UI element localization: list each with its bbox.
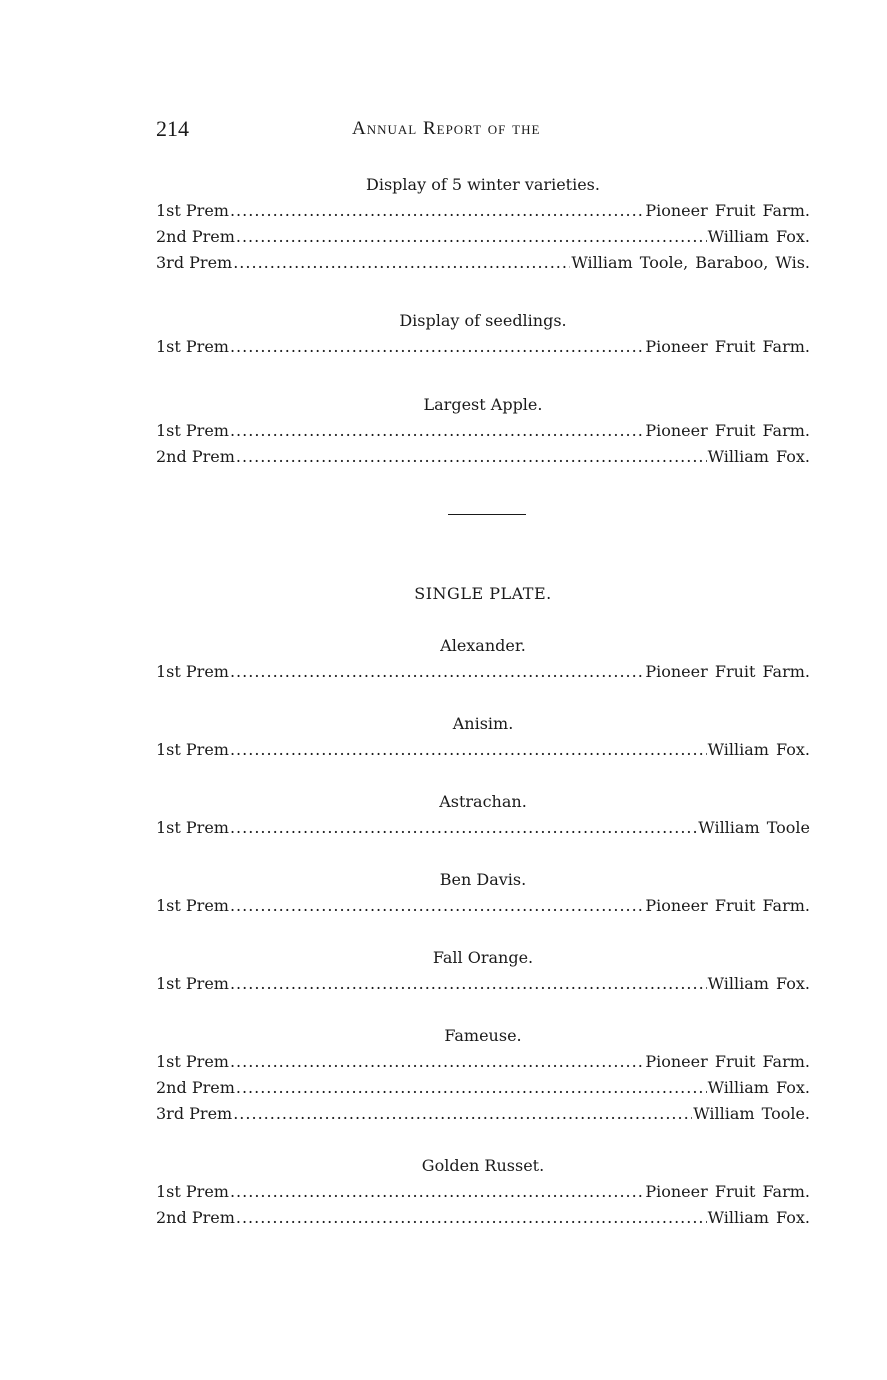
award-entry bbox=[156, 418, 810, 444]
award-place: 1st Prem bbox=[156, 1052, 229, 1071]
variety-section bbox=[156, 945, 810, 997]
dot-leader bbox=[236, 1075, 707, 1101]
section-title: Display of seedlings. bbox=[399, 311, 567, 330]
award-place: 2nd Prem bbox=[156, 1208, 235, 1227]
variety-title: Anisim. bbox=[452, 714, 514, 733]
variety-section bbox=[156, 711, 810, 763]
award-winner: William Toole, Baraboo, Wis. bbox=[571, 253, 810, 272]
dot-leader bbox=[230, 737, 707, 763]
award-winner: William Fox. bbox=[707, 740, 810, 759]
award-entry bbox=[156, 737, 810, 763]
award-place: 1st Prem bbox=[156, 421, 229, 440]
dot-leader bbox=[230, 1049, 644, 1075]
award-place: 1st Prem bbox=[156, 740, 229, 759]
dot-leader bbox=[230, 198, 644, 224]
award-place: 3rd Prem bbox=[156, 1104, 233, 1123]
award-entry bbox=[156, 1075, 810, 1101]
award-winner: Pioneer Fruit Farm. bbox=[645, 201, 810, 220]
section-title: Largest Apple. bbox=[423, 395, 543, 414]
variety-title: Ben Davis. bbox=[439, 870, 527, 889]
award-entry bbox=[156, 971, 810, 997]
dot-leader bbox=[230, 1179, 644, 1205]
award-place: 1st Prem bbox=[156, 818, 229, 837]
award-winner: Pioneer Fruit Farm. bbox=[645, 1052, 810, 1071]
award-place: 2nd Prem bbox=[156, 227, 235, 246]
award-place: 1st Prem bbox=[156, 662, 229, 681]
variety-title: Astrachan. bbox=[439, 792, 527, 811]
dot-leader bbox=[230, 659, 644, 685]
award-winner: Pioneer Fruit Farm. bbox=[645, 337, 810, 356]
award-place: 1st Prem bbox=[156, 1182, 229, 1201]
dot-leader bbox=[230, 418, 644, 444]
variety-section bbox=[156, 1023, 810, 1127]
award-entry bbox=[156, 893, 810, 919]
dot-leader bbox=[236, 444, 707, 470]
variety-section bbox=[156, 633, 810, 685]
dot-leader bbox=[233, 250, 570, 276]
award-winner: Pioneer Fruit Farm. bbox=[645, 896, 810, 915]
section-divider bbox=[448, 514, 526, 515]
running-head: Annual Report of the bbox=[352, 118, 541, 139]
variety-title: Fall Orange. bbox=[432, 948, 534, 967]
award-section bbox=[156, 172, 810, 276]
award-place: 1st Prem bbox=[156, 337, 229, 356]
page-header bbox=[156, 116, 810, 146]
section-title: Display of 5 winter varieties. bbox=[366, 175, 600, 194]
award-place: 1st Prem bbox=[156, 974, 229, 993]
award-winner: William Toole. bbox=[693, 1104, 810, 1123]
award-entry bbox=[156, 444, 810, 470]
dot-leader bbox=[230, 815, 697, 841]
award-winner: Pioneer Fruit Farm. bbox=[645, 1182, 810, 1201]
dot-leader bbox=[233, 1101, 692, 1127]
award-entry bbox=[156, 334, 810, 360]
award-winner: William Fox. bbox=[707, 974, 810, 993]
variety-title: Fameuse. bbox=[444, 1026, 522, 1045]
page-number: 214 bbox=[156, 116, 189, 141]
award-entry bbox=[156, 1179, 810, 1205]
dot-leader bbox=[230, 893, 644, 919]
award-section bbox=[156, 308, 810, 360]
award-entry bbox=[156, 250, 810, 276]
award-entry bbox=[156, 1205, 810, 1231]
award-entry bbox=[156, 659, 810, 685]
award-place: 1st Prem bbox=[156, 201, 229, 220]
variety-title: Golden Russet. bbox=[421, 1156, 545, 1175]
award-place: 2nd Prem bbox=[156, 447, 235, 466]
variety-title: Alexander. bbox=[440, 636, 526, 655]
variety-section bbox=[156, 1153, 810, 1231]
award-entry bbox=[156, 198, 810, 224]
award-entry bbox=[156, 1049, 810, 1075]
award-winner: William Fox. bbox=[707, 227, 810, 246]
award-entry bbox=[156, 224, 810, 250]
dot-leader bbox=[236, 1205, 707, 1231]
variety-section bbox=[156, 789, 810, 841]
single-plate-heading: SINGLE PLATE. bbox=[414, 584, 552, 603]
dot-leader bbox=[230, 971, 707, 997]
award-place: 2nd Prem bbox=[156, 1078, 235, 1097]
award-winner: Pioneer Fruit Farm. bbox=[645, 421, 810, 440]
dot-leader bbox=[230, 334, 644, 360]
award-winner: William Fox. bbox=[707, 1208, 810, 1227]
award-place: 3rd Prem bbox=[156, 253, 233, 272]
award-place: 1st Prem bbox=[156, 896, 229, 915]
dot-leader bbox=[236, 224, 707, 250]
award-winner: William Fox. bbox=[707, 447, 810, 466]
award-winner: William Fox. bbox=[707, 1078, 810, 1097]
award-section bbox=[156, 392, 810, 470]
award-entry bbox=[156, 815, 810, 841]
award-entry bbox=[156, 1101, 810, 1127]
award-winner: Pioneer Fruit Farm. bbox=[645, 662, 810, 681]
variety-section bbox=[156, 867, 810, 919]
award-winner: William Toole bbox=[698, 818, 810, 837]
premium-list bbox=[156, 172, 810, 1231]
